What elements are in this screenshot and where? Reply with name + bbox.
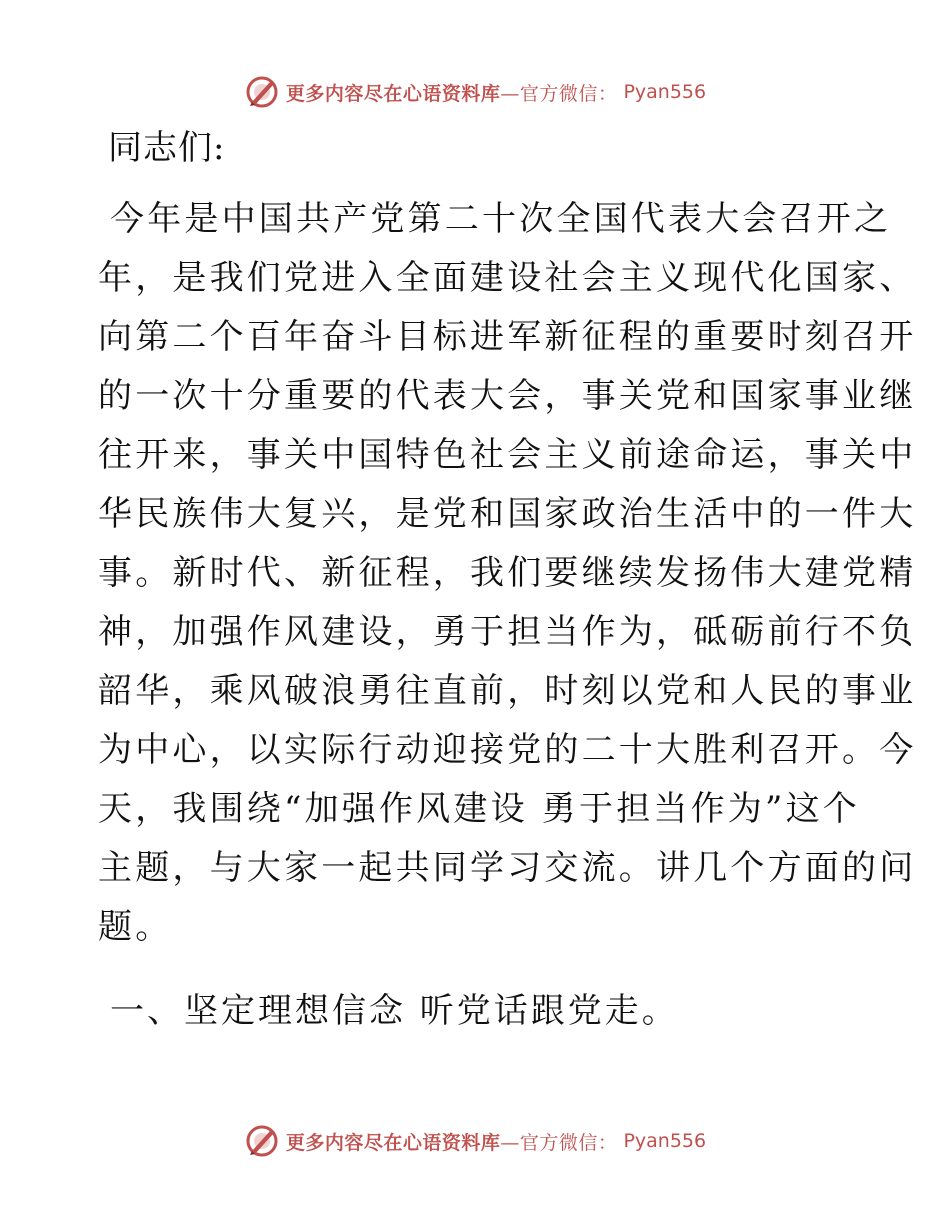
watermark-footer — [0, 1121, 950, 1161]
body-paragraph — [98, 190, 917, 957]
paragraph-line: 为中心，以实际行动迎接党的二十大胜利召开。今 — [98, 730, 917, 770]
paragraph-line: 主题，与大家一起共同学习交流。讲几个方面的问 — [98, 848, 917, 888]
watermark-sub: —官方微信： — [500, 82, 618, 105]
pen-seal-icon — [244, 74, 280, 110]
paragraph-line: 今年是中国共产党第二十次全国代表大会召开之 — [110, 199, 892, 239]
paragraph-line: 华民族伟大复兴，是党和国家政治生活中的一件大 — [98, 494, 917, 534]
paragraph-line: 韶华，乘风破浪勇往直前，时刻以党和人民的事业 — [98, 671, 917, 711]
watermark-main: 更多内容尽在心语资料库 — [285, 82, 501, 105]
paragraph-line: 神，加强作风建设，勇于担当作为，砥砺前行不负 — [98, 612, 917, 652]
watermark-header — [0, 72, 950, 112]
paragraph-line: 向第二个百年奋斗目标进军新征程的重要时刻召开 — [98, 317, 917, 357]
watermark-text — [286, 1128, 618, 1155]
watermark-wechat-id: Pyan556 — [623, 81, 707, 103]
watermark-text — [286, 79, 618, 106]
pen-seal-icon — [244, 1123, 280, 1159]
paragraph-line: 往开来，事关中国特色社会主义前途命运，事关中 — [98, 435, 917, 475]
paragraph-line: 事。新时代、新征程，我们要继续发扬伟大建党精 — [98, 553, 917, 593]
paragraph-line: 的一次十分重要的代表大会，事关党和国家事业继 — [98, 376, 917, 416]
document-body — [98, 118, 917, 1041]
salutation: 同志们: — [108, 128, 226, 168]
section-heading: 一、坚定理想信念 听党话跟党走。 — [110, 991, 679, 1031]
paragraph-line: 年，是我们党进入全面建设社会主义现代化国家、 — [98, 258, 917, 298]
watermark-main: 更多内容尽在心语资料库 — [285, 1131, 501, 1154]
watermark-sub: —官方微信： — [500, 1131, 618, 1154]
paragraph-line: 天，我围绕“加强作风建设 勇于担当作为”这个 — [98, 789, 860, 829]
paragraph-line: 题。 — [98, 907, 173, 947]
watermark-wechat-id: Pyan556 — [623, 1130, 707, 1152]
